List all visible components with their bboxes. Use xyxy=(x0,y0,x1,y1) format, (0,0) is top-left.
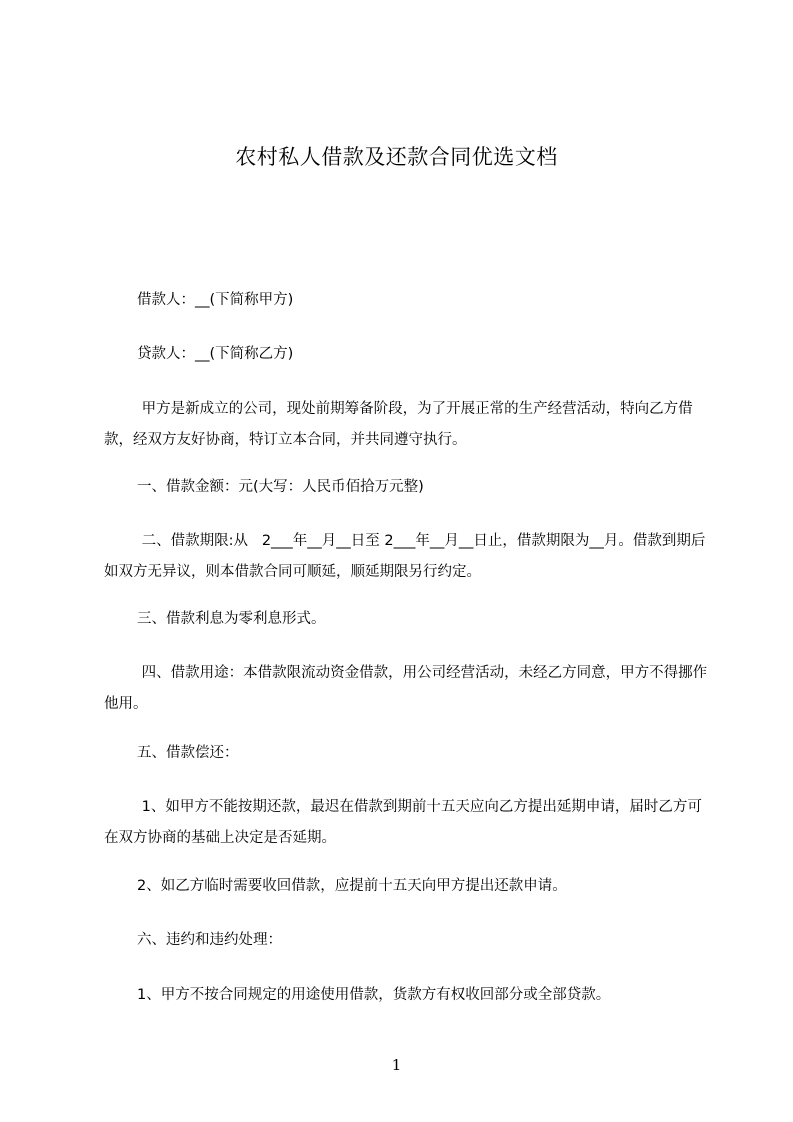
paragraph-breach-1: 1、甲方不按合同规定的用途使用借款，货款方有权收回部分或全部贷款。 xyxy=(137,987,611,1003)
paragraph-purpose: 四、借款用途：本借款限流动资金借款，用公司经营活动，未经乙方同意，甲方不得挪作他用。 xyxy=(104,665,708,712)
paragraph-repayment-2: 2、如乙方临时需要收回借款，应提前十五天向甲方提出还款申请。 xyxy=(137,878,567,894)
page-number: 1 xyxy=(391,1056,402,1074)
paragraph-repayment-heading: 五、借款偿还： xyxy=(137,745,239,761)
paragraph-borrower: 借款人：__(下简称甲方) xyxy=(137,292,294,308)
paragraph-interest: 三、借款利息为零利息形式。 xyxy=(137,611,326,627)
paragraph-loan-term: 二、借款期限:从 2___年__月__日至 2___年__月__日止，借款期限为__月。借款到期后如双方无异议，则本借款合同可顺延，顺延期限另行约定。 xyxy=(104,533,706,580)
paragraph-loan-amount: 一、借款金额：元(大写：人民币佰拾万元整) xyxy=(137,479,424,495)
paragraph-breach-heading: 六、违约和违约处理： xyxy=(137,932,282,948)
paragraph-intro: 甲方是新成立的公司，现处前期筹备阶段，为了开展正常的生产经营活动，特向乙方借款，经双方友好协商，特订立本合同，并共同遵守执行。 xyxy=(104,401,693,448)
document-title: 农村私人借款及还款合同优选文档 xyxy=(235,145,558,169)
paragraph-lender: 贷款人：__(下简称乙方) xyxy=(137,346,294,362)
paragraph-repayment-1: 1、如甲方不能按期还款，最迟在借款到期前十五天应向乙方提出延期申请，届时乙方可在双方协商的基础上决定是否延期。 xyxy=(104,799,702,846)
